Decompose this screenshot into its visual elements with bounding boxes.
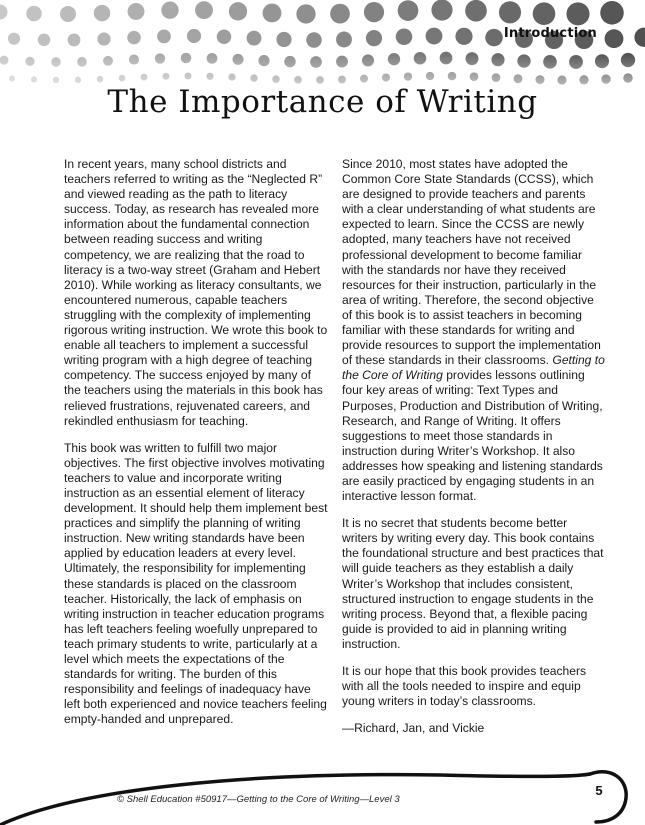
decorative-dot xyxy=(157,29,171,43)
decorative-dot xyxy=(336,32,352,48)
page-title: The Importance of Writing xyxy=(107,84,538,120)
paragraph: This book was written to fulfill two major objectives. The first objective involves motivating teachers to value and incorporate writing instruction as an essential element of literacy development. It should help them implement best practices and simplify the planning of writing instruction. New writing standards have been applied by education leaders at every level. Ultimately, the responsibility for implementing these standards is placed on the classroom teacher. Historically, the lack of emphasis on writing instruction in teacher education programs has left teachers feeling woefully unprepared to teach primary students to write, particularly at a level which meets the expectations of the standards for writing. The burden of this responsibility and feelings of inadequacy have left both experienced and novice teachers feeling empty-handed and unprepared. xyxy=(64,440,328,727)
decorative-dot xyxy=(634,28,645,47)
right-column xyxy=(342,157,606,748)
decorative-dot xyxy=(455,28,472,45)
decorative-dot xyxy=(60,6,76,22)
decorative-dot xyxy=(247,31,262,46)
decorative-dot xyxy=(426,28,443,45)
decorative-dot xyxy=(465,0,487,22)
decorative-dot xyxy=(364,2,384,22)
decorative-dot xyxy=(217,29,232,44)
decorative-dot xyxy=(8,33,20,45)
decorative-dot xyxy=(330,4,350,24)
decorative-dot xyxy=(485,29,503,47)
decorative-dot xyxy=(229,2,247,20)
decorative-dot xyxy=(68,34,81,47)
paragraph xyxy=(342,157,606,504)
paragraph: It is no secret that students become better writers by writing every day. This book contains the foundational structure and best practices that will guide teachers as they establish a daily Writer’s Workshop that includes consistent, structured instruction to engage students in the writing process. Beyond that, a flexible pacing guide is provided to aid in planning writing instruction. xyxy=(342,516,604,651)
decorative-dot xyxy=(566,2,589,25)
book-title: Getting to the Core of Writing xyxy=(342,353,605,383)
decorative-dot xyxy=(187,29,201,43)
decorative-dot xyxy=(128,3,145,20)
decorative-dot xyxy=(26,6,41,21)
decorative-dot xyxy=(605,29,624,48)
decorative-dot xyxy=(38,34,50,46)
decorative-dot xyxy=(431,0,452,21)
signature: —Richard, Jan, and Vickie xyxy=(342,721,485,736)
decorative-dot xyxy=(161,2,178,19)
decorative-dot xyxy=(533,2,556,25)
text-run: Since 2010, most states have adopted the Common Core State Standards (CCSS), which are designed to provide teachers and parents with a clear understanding of what students are expected to learn. Since the CCSS are newly adopted, many teachers have not received professional development to become familiar with the standards nor have they received resources for their instruction, particularly in the area of writing. Therefore, the second objective of this book is to assist teachers in becoming familiar with these standards for writing and provide resources to support the implementation of these standards in their classrooms. xyxy=(342,157,601,368)
footer-swoosh xyxy=(0,758,645,825)
decorative-dot xyxy=(396,28,413,45)
decorative-dot xyxy=(276,32,291,47)
decorative-dot xyxy=(499,1,521,23)
decorative-dot xyxy=(195,1,213,19)
text-run: provides lessons outlining four key areas of writing: Text Types and Purposes, Production and Distribution of Writing, Research, and Range of Writing. It offers suggestions to meet those standards in instruction during Writer’s Workshop. It also addresses how speaking and listening standards are easily practiced by engaging students in an interactive lesson format. xyxy=(342,368,603,504)
decorative-dot xyxy=(0,5,8,20)
decorative-dot xyxy=(263,4,282,23)
decorative-dot xyxy=(600,1,624,25)
paragraph: It is our hope that this book provides teachers with all the tools needed to inspire and equip young writers in today’s classrooms. xyxy=(342,664,587,709)
decorative-dot xyxy=(296,4,315,23)
decorative-dot xyxy=(398,0,419,21)
decorative-dot xyxy=(366,30,382,46)
section-label: Introduction xyxy=(503,26,597,41)
decorative-dot xyxy=(94,5,110,21)
decorative-dot xyxy=(127,31,140,44)
paragraph: In recent years, many school districts and teachers referred to writing as the “Neglected R” and viewed reading as the path to literacy success. Today, as research has revealed more information about the fundamental connection between reading success and writing competency, we are realizing that the road to literacy is a two-way street (Graham and Hebert 2010). While working as literacy consultants, we encountered numerous, capable teachers struggling with the complexity of implementing rigorous writing instruction. We wrote this book to enable all teachers to implement a successful writing program with a high degree of teaching competency. The success enjoyed by many of the teachers using the materials in this book has relieved frustrations, rejuvenated careers, and rekindled enthusiasm for teaching. xyxy=(64,157,328,428)
decorative-dot xyxy=(97,32,110,45)
decorative-dot xyxy=(306,32,322,48)
footer-credit: © Shell Education #50917—Getting to the Core of Writing—Level 3 xyxy=(117,794,400,805)
left-column xyxy=(64,157,328,739)
page-number: 5 xyxy=(595,783,603,798)
